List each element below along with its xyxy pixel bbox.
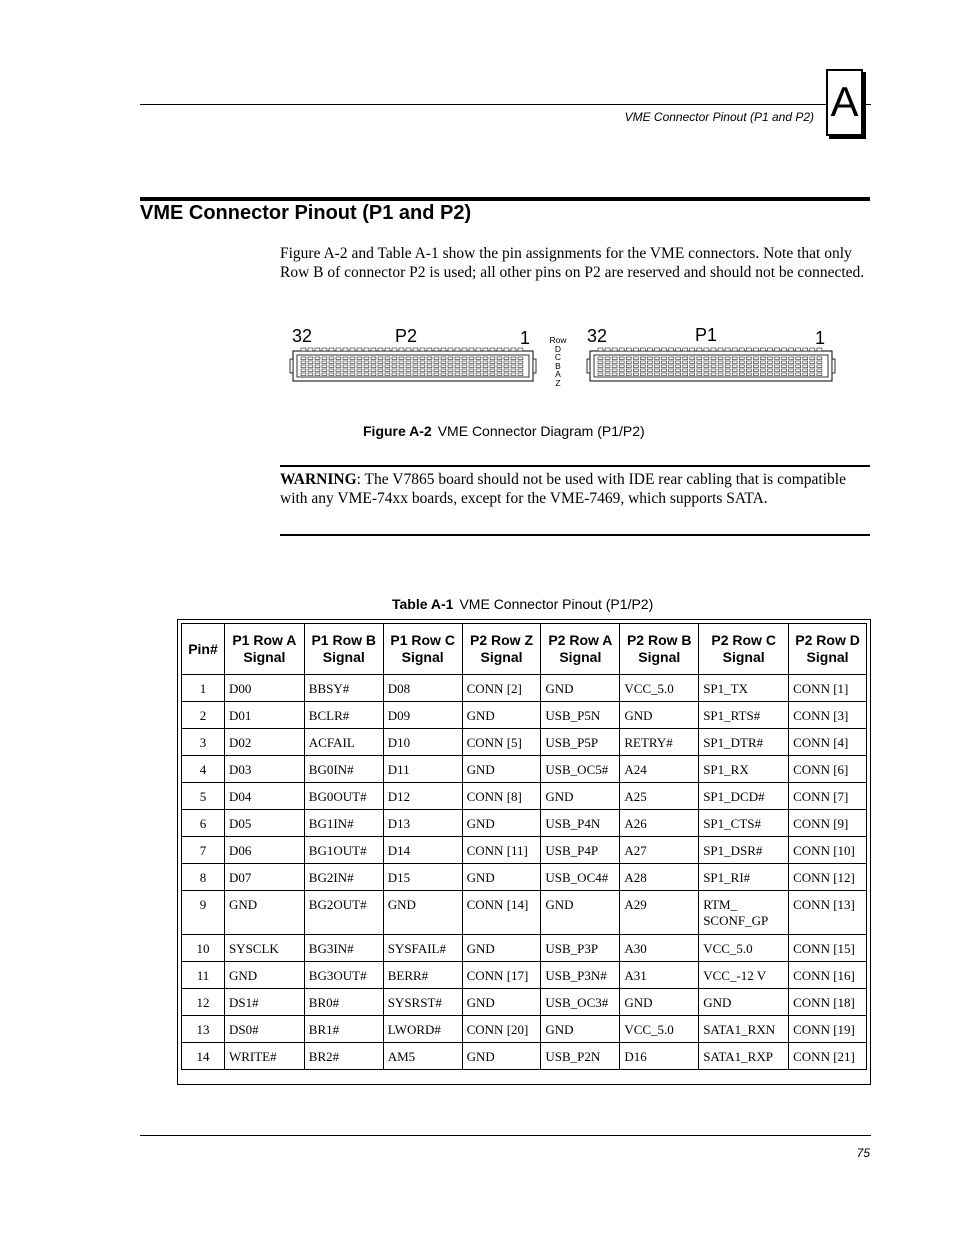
signal-cell: BG2IN# <box>304 864 383 891</box>
pin-cell: 7 <box>182 837 225 864</box>
table-caption-text: VME Connector Pinout (P1/P2) <box>459 596 654 612</box>
signal-cell: A30 <box>620 935 699 962</box>
signal-cell: GND <box>462 756 541 783</box>
signal-cell: A29 <box>620 891 699 935</box>
signal-cell: D02 <box>224 729 304 756</box>
signal-cell: D00 <box>224 675 304 702</box>
signal-cell: DS1# <box>224 989 304 1016</box>
signal-cell: BG1IN# <box>304 810 383 837</box>
table-row <box>182 783 867 810</box>
pin-cell: 4 <box>182 756 225 783</box>
pinout-table <box>181 623 867 1070</box>
signal-cell: GND <box>541 1016 620 1043</box>
signal-cell: SP1_DTR# <box>699 729 789 756</box>
signal-cell: GND <box>462 935 541 962</box>
signal-cell: USB_P5N <box>541 702 620 729</box>
signal-cell: CONN [13] <box>789 891 867 935</box>
row-letter-a: A <box>555 369 561 379</box>
column-header: Pin# <box>182 624 225 675</box>
signal-cell: BG3IN# <box>304 935 383 962</box>
figure-caption-label: Figure A-2 <box>363 423 432 439</box>
signal-cell: USB_P4N <box>541 810 620 837</box>
intro-paragraph: Figure A-2 and Table A-1 show the pin assignments for the VME connectors. Note that only Row B of connector P2 is used; all other pins on P2 are reserved and should not be connected. <box>280 245 865 281</box>
signal-cell: VCC_5.0 <box>620 675 699 702</box>
connector-drawing <box>285 343 845 387</box>
table-row <box>182 729 867 756</box>
signal-cell: GND <box>224 962 304 989</box>
column-header: P2 Row B Signal <box>620 624 699 675</box>
pin-cell: 3 <box>182 729 225 756</box>
signal-cell: RTM_ SCONF_GP <box>699 891 789 935</box>
signal-cell: D13 <box>383 810 462 837</box>
section-title: VME Connector Pinout (P1 and P2) <box>140 202 472 224</box>
signal-cell: SYSFAIL# <box>383 935 462 962</box>
signal-cell: CONN [9] <box>789 810 867 837</box>
signal-cell: CONN [11] <box>462 837 541 864</box>
warning-top-rule <box>280 465 870 467</box>
signal-cell: CONN [2] <box>462 675 541 702</box>
signal-cell: SP1_TX <box>699 675 789 702</box>
signal-cell: USB_OC4# <box>541 864 620 891</box>
table-row <box>182 837 867 864</box>
signal-cell: SP1_CTS# <box>699 810 789 837</box>
table-row <box>182 675 867 702</box>
signal-cell: GND <box>541 675 620 702</box>
signal-cell: D14 <box>383 837 462 864</box>
signal-cell: BG1OUT# <box>304 837 383 864</box>
pinout-table-frame <box>177 619 871 1085</box>
signal-cell: GND <box>541 783 620 810</box>
signal-cell: SP1_RX <box>699 756 789 783</box>
signal-cell: A31 <box>620 962 699 989</box>
signal-cell: RETRY# <box>620 729 699 756</box>
pin-cell: 8 <box>182 864 225 891</box>
signal-cell: CONN [4] <box>789 729 867 756</box>
signal-cell: BCLR# <box>304 702 383 729</box>
p2-pin-32-label: 32 <box>292 326 313 346</box>
warning-bottom-rule <box>280 534 870 536</box>
p2-connector-label: P2 <box>395 326 418 346</box>
row-legend-title: Row <box>549 335 567 345</box>
signal-cell: CONN [15] <box>789 935 867 962</box>
signal-cell: GND <box>383 891 462 935</box>
signal-cell: D06 <box>224 837 304 864</box>
table-row <box>182 935 867 962</box>
pin-cell: 10 <box>182 935 225 962</box>
signal-cell: BG0IN# <box>304 756 383 783</box>
signal-cell: ACFAIL <box>304 729 383 756</box>
signal-cell: D15 <box>383 864 462 891</box>
pin-cell: 2 <box>182 702 225 729</box>
signal-cell: SP1_DSR# <box>699 837 789 864</box>
signal-cell: USB_P3P <box>541 935 620 962</box>
pin-cell: 13 <box>182 1016 225 1043</box>
signal-cell: CONN [8] <box>462 783 541 810</box>
signal-cell: CONN [10] <box>789 837 867 864</box>
signal-cell: GND <box>541 891 620 935</box>
signal-cell: D07 <box>224 864 304 891</box>
pin-cell: 14 <box>182 1043 225 1070</box>
signal-cell: D11 <box>383 756 462 783</box>
p1-pin-1-label: 1 <box>815 328 826 348</box>
footer-rule <box>140 1135 871 1136</box>
chapter-tab-letter: A <box>830 78 859 125</box>
signal-cell: USB_P5P <box>541 729 620 756</box>
column-header: P2 Row C Signal <box>699 624 789 675</box>
signal-cell: D01 <box>224 702 304 729</box>
signal-cell: BR2# <box>304 1043 383 1070</box>
table-caption <box>392 596 653 612</box>
signal-cell: D03 <box>224 756 304 783</box>
signal-cell: A26 <box>620 810 699 837</box>
p2-pin-1-label: 1 <box>520 328 531 348</box>
signal-cell: SYSCLK <box>224 935 304 962</box>
signal-cell: CONN [20] <box>462 1016 541 1043</box>
signal-cell: GND <box>620 702 699 729</box>
signal-cell: D09 <box>383 702 462 729</box>
signal-cell: BR0# <box>304 989 383 1016</box>
table-row <box>182 810 867 837</box>
signal-cell: BG2OUT# <box>304 891 383 935</box>
signal-cell: GND <box>620 989 699 1016</box>
signal-cell: D04 <box>224 783 304 810</box>
table-row <box>182 864 867 891</box>
row-letter-c: C <box>554 352 562 362</box>
table-row <box>182 702 867 729</box>
signal-cell: SATA1_RXN <box>699 1016 789 1043</box>
signal-cell: LWORD# <box>383 1016 462 1043</box>
table-row <box>182 962 867 989</box>
signal-cell: BG3OUT# <box>304 962 383 989</box>
table-caption-label: Table A-1 <box>392 596 454 612</box>
warning-box <box>280 470 870 508</box>
signal-cell: D10 <box>383 729 462 756</box>
pin-cell: 9 <box>182 891 225 935</box>
signal-cell: A24 <box>620 756 699 783</box>
signal-cell: D16 <box>620 1043 699 1070</box>
signal-cell: CONN [5] <box>462 729 541 756</box>
signal-cell: D12 <box>383 783 462 810</box>
warning-label: WARNING <box>280 471 357 488</box>
column-header: P1 Row A Signal <box>224 624 304 675</box>
signal-cell: CONN [18] <box>789 989 867 1016</box>
signal-cell: GND <box>462 810 541 837</box>
table-row <box>182 1043 867 1070</box>
table-row <box>182 891 867 935</box>
signal-cell: GND <box>462 1043 541 1070</box>
signal-cell: VCC_5.0 <box>620 1016 699 1043</box>
running-title: VME Connector Pinout (P1 and P2) <box>624 110 814 124</box>
p1-connector-body <box>587 348 835 381</box>
column-header: P2 Row Z Signal <box>462 624 541 675</box>
signal-cell: GND <box>699 989 789 1016</box>
table-row <box>182 1016 867 1043</box>
pin-cell: 12 <box>182 989 225 1016</box>
signal-cell: CONN [19] <box>789 1016 867 1043</box>
connector-diagram <box>285 325 845 395</box>
signal-cell: CONN [12] <box>789 864 867 891</box>
signal-cell: GND <box>462 702 541 729</box>
signal-cell: VCC_-12 V <box>699 962 789 989</box>
signal-cell: CONN [3] <box>789 702 867 729</box>
signal-cell: BBSY# <box>304 675 383 702</box>
table-row <box>182 756 867 783</box>
pin-cell: 11 <box>182 962 225 989</box>
p1-pin-32-label: 32 <box>587 326 608 346</box>
signal-cell: A28 <box>620 864 699 891</box>
signal-cell: VCC_5.0 <box>699 935 789 962</box>
section-title-rule <box>140 197 870 201</box>
signal-cell: GND <box>224 891 304 935</box>
signal-cell: USB_P4P <box>541 837 620 864</box>
table-header-row <box>182 624 867 675</box>
column-header: P1 Row C Signal <box>383 624 462 675</box>
column-header: P2 Row D Signal <box>789 624 867 675</box>
pin-cell: 6 <box>182 810 225 837</box>
page-number: 75 <box>856 1146 870 1160</box>
signal-cell: BERR# <box>383 962 462 989</box>
signal-cell: GND <box>462 864 541 891</box>
signal-cell: SATA1_RXP <box>699 1043 789 1070</box>
signal-cell: USB_OC3# <box>541 989 620 1016</box>
signal-cell: CONN [16] <box>789 962 867 989</box>
signal-cell: SP1_RI# <box>699 864 789 891</box>
signal-cell: CONN [7] <box>789 783 867 810</box>
row-letter-d: D <box>554 343 562 354</box>
signal-cell: BG0OUT# <box>304 783 383 810</box>
column-header: P1 Row B Signal <box>304 624 383 675</box>
signal-cell: CONN [21] <box>789 1043 867 1070</box>
table-row <box>182 989 867 1016</box>
pin-cell: 1 <box>182 675 225 702</box>
signal-cell: CONN [17] <box>462 962 541 989</box>
signal-cell: D05 <box>224 810 304 837</box>
signal-cell: SYSRST# <box>383 989 462 1016</box>
pin-cell: 5 <box>182 783 225 810</box>
signal-cell: BR1# <box>304 1016 383 1043</box>
signal-cell: USB_OC5# <box>541 756 620 783</box>
signal-cell: D08 <box>383 675 462 702</box>
signal-cell: AM5 <box>383 1043 462 1070</box>
signal-cell: USB_P2N <box>541 1043 620 1070</box>
signal-cell: GND <box>462 989 541 1016</box>
signal-cell: A25 <box>620 783 699 810</box>
column-header: P2 Row A Signal <box>541 624 620 675</box>
signal-cell: SP1_DCD# <box>699 783 789 810</box>
signal-cell: SP1_RTS# <box>699 702 789 729</box>
signal-cell: USB_P3N# <box>541 962 620 989</box>
figure-caption-text: VME Connector Diagram (P1/P2) <box>437 423 645 439</box>
warning-text: : The V7865 board should not be used with IDE rear cabling that is compatible with any VME-74xx boards, except for the VME-7469, which supports SATA. <box>280 471 846 507</box>
header-rule <box>140 104 871 105</box>
figure-caption <box>363 423 645 439</box>
chapter-tab <box>826 69 863 136</box>
p1-connector-label: P1 <box>695 325 718 345</box>
signal-cell: WRITE# <box>224 1043 304 1070</box>
signal-cell: CONN [6] <box>789 756 867 783</box>
signal-cell: CONN [1] <box>789 675 867 702</box>
signal-cell: DS0# <box>224 1016 304 1043</box>
signal-cell: CONN [14] <box>462 891 541 935</box>
p2-connector-body <box>290 348 536 381</box>
row-letter-b: B <box>555 360 561 371</box>
signal-cell: A27 <box>620 837 699 864</box>
row-letter-z: Z <box>555 377 561 388</box>
